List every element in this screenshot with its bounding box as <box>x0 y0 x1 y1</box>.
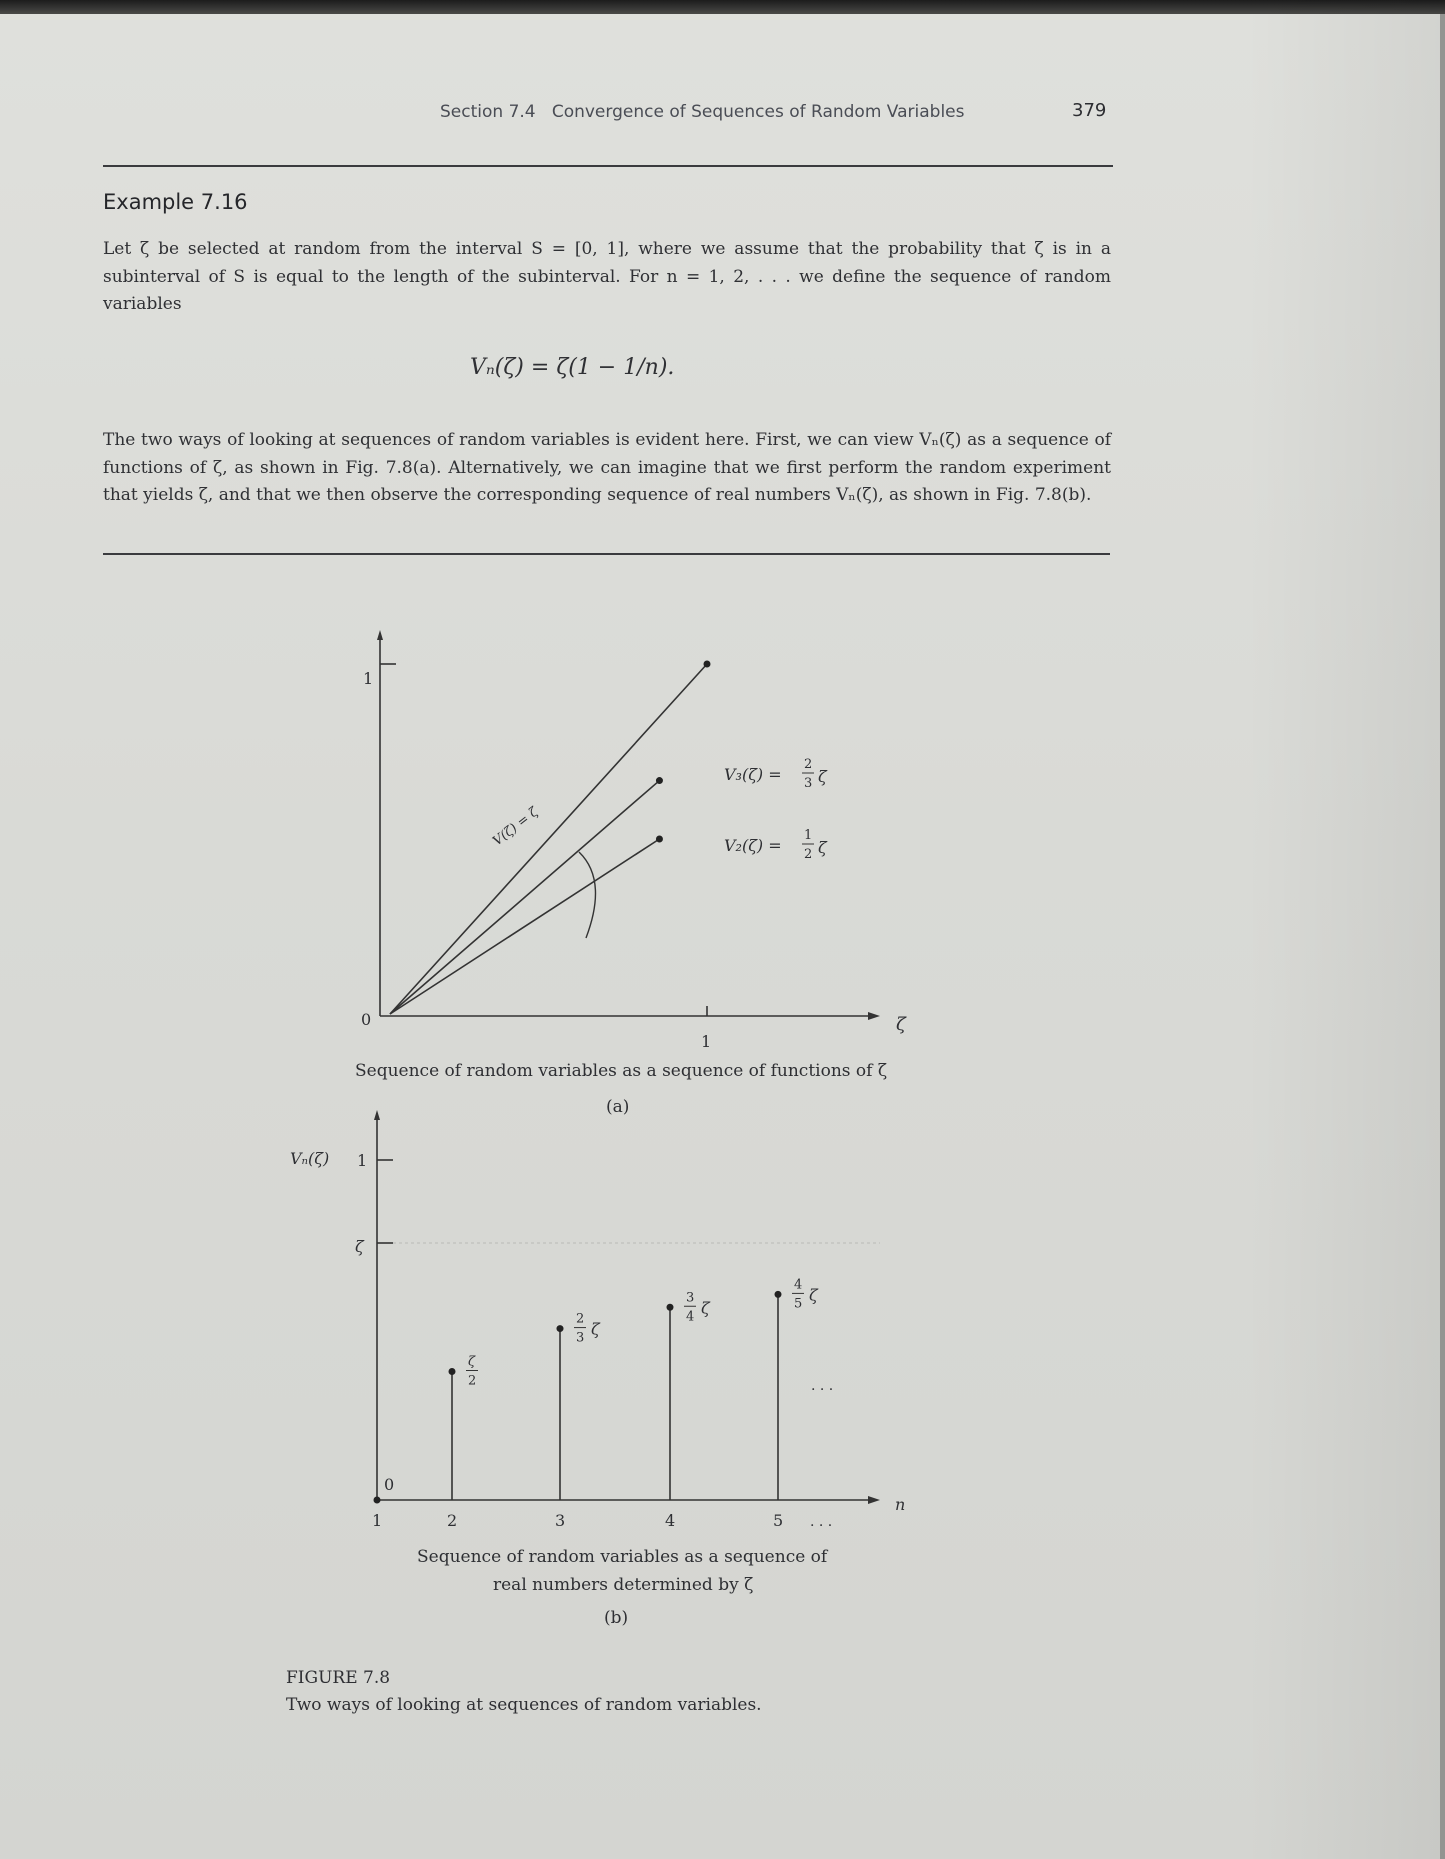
fig-a-v3-frac-den: 3 <box>804 776 813 791</box>
fig-a-sublabel: (a) <box>606 1097 630 1117</box>
fig-a-v3-zeta: ζ <box>818 767 827 786</box>
fig-b-value-label-zeta-5: ζ <box>809 1285 818 1305</box>
page-number: 379 <box>1072 100 1107 121</box>
fig-b-x-tick-label-3: 3 <box>555 1511 566 1530</box>
fig-a-origin-label: 0 <box>361 1010 372 1029</box>
fig-b-value-label-den-5: 5 <box>794 1296 803 1312</box>
fig-b-value-label-num-2: ζ <box>468 1354 476 1370</box>
fig-a-series-endpoint-1 <box>704 661 711 668</box>
fig-a-series-endpoint-2 <box>656 777 663 784</box>
fig-b-x-tick-label-5: 5 <box>773 1511 784 1530</box>
fig-b-dots-ellipsis: . . . <box>811 1378 834 1394</box>
fig-b-stems <box>374 1277 820 1503</box>
fig-b-sublabel: (b) <box>604 1608 629 1628</box>
fig-a-series <box>390 661 711 1015</box>
fig-b-origin-label: 0 <box>384 1475 395 1494</box>
fig-a-x-tick-label: 1 <box>701 1032 712 1051</box>
fig-b-value-label-num-4: 3 <box>686 1290 695 1306</box>
example-paragraph-2: The two ways of looking at sequences of random variables is evident here. First, we can view Vₙ(ζ) as a sequence of functions of ζ, as shown in Fig. 7.8(a). Alternatively, we can imagine that we first perform the random experiment that yields ζ, and that we then observe the corresponding sequence of real numbers Vₙ(ζ), as shown in Fig. 7.8(b). <box>103 430 1111 505</box>
fig-a-caption: Sequence of random variables as a sequence of functions of ζ <box>355 1061 888 1081</box>
fig-a-v2-zeta: ζ <box>818 838 827 857</box>
fig-a-v2-frac-num: 1 <box>804 828 813 843</box>
figure-b <box>290 1110 905 1628</box>
fig-a-x-arrow <box>868 1012 880 1020</box>
fig-b-value-label-den-2: 2 <box>468 1373 477 1389</box>
fig-b-y-axis-label: Vₙ(ζ) <box>290 1149 330 1168</box>
fig-a-line-label-v3: V₃(ζ) = <box>724 765 782 784</box>
fig-a-v2-frac-den: 2 <box>804 847 813 862</box>
fig-a-x-axis-label: ζ <box>896 1014 906 1035</box>
example-title: Example 7.16 <box>103 190 248 214</box>
fig-b-y-tick-zeta-label: ζ <box>355 1237 364 1256</box>
fig-b-value-label-den-4: 4 <box>686 1309 695 1325</box>
fig-b-stem-dot-3 <box>557 1325 564 1332</box>
fig-b-value-label-num-3: 2 <box>576 1311 585 1327</box>
fig-a-line-label-v2: V₂(ζ) = <box>724 836 782 855</box>
fig-b-stem-dot-1 <box>374 1497 381 1504</box>
fig-b-x-axis-label: n <box>895 1495 906 1514</box>
header-section: Section 7.4 <box>440 102 536 122</box>
fig-a-line-label-v: V(ζ) = ζ <box>490 804 542 850</box>
figure-label: FIGURE 7.8 <box>286 1668 391 1688</box>
fig-a-v3-frac-num: 2 <box>804 757 813 772</box>
fig-b-stem-dot-4 <box>667 1304 674 1311</box>
fig-b-value-label-num-5: 4 <box>794 1277 803 1293</box>
fig-b-x-tick-label-4: 4 <box>665 1511 676 1530</box>
fig-b-y-arrow <box>374 1110 380 1120</box>
fig-b-x-ellipsis: . . . <box>810 1514 833 1530</box>
example-formula: Vₙ(ζ) = ζ(1 − 1/n). <box>470 355 675 380</box>
fig-b-value-label-den-3: 3 <box>576 1330 585 1346</box>
header-title: Convergence of Sequences of Random Variables <box>551 102 965 122</box>
figure-caption-text: Two ways of looking at sequences of random variables. <box>286 1695 762 1715</box>
fig-a-series-endpoint-3 <box>656 836 663 843</box>
example-paragraph-1: Let ζ be selected at random from the interval S = [0, 1], where we assume that the probability that ζ is in a subinterval of S is equal to the length of the subinterval. For n = 1, 2, . . . we define the sequence of random variables <box>103 239 1111 314</box>
fig-b-x-tick-label-1: 1 <box>372 1511 383 1530</box>
fig-b-x-arrow <box>868 1496 880 1504</box>
fig-b-x-tick-label-2: 2 <box>447 1511 458 1530</box>
fig-b-y-tick-1-label: 1 <box>357 1151 368 1170</box>
fig-b-caption-line-2: real numbers determined by ζ <box>493 1575 754 1595</box>
fig-b-value-label-zeta-3: ζ <box>591 1319 600 1339</box>
fig-b-stem-dot-5 <box>775 1291 782 1298</box>
fig-a-sequence-arc <box>579 852 595 938</box>
fig-b-stem-dot-2 <box>449 1368 456 1375</box>
fig-a-y-tick-label: 1 <box>363 669 374 688</box>
fig-b-value-label-zeta-4: ζ <box>701 1298 710 1318</box>
fig-b-caption-line-1: Sequence of random variables as a sequence of <box>417 1547 828 1567</box>
fig-a-y-arrow <box>377 630 383 640</box>
fig-b-x-ticks <box>372 1511 783 1530</box>
figure-a <box>355 630 907 1117</box>
